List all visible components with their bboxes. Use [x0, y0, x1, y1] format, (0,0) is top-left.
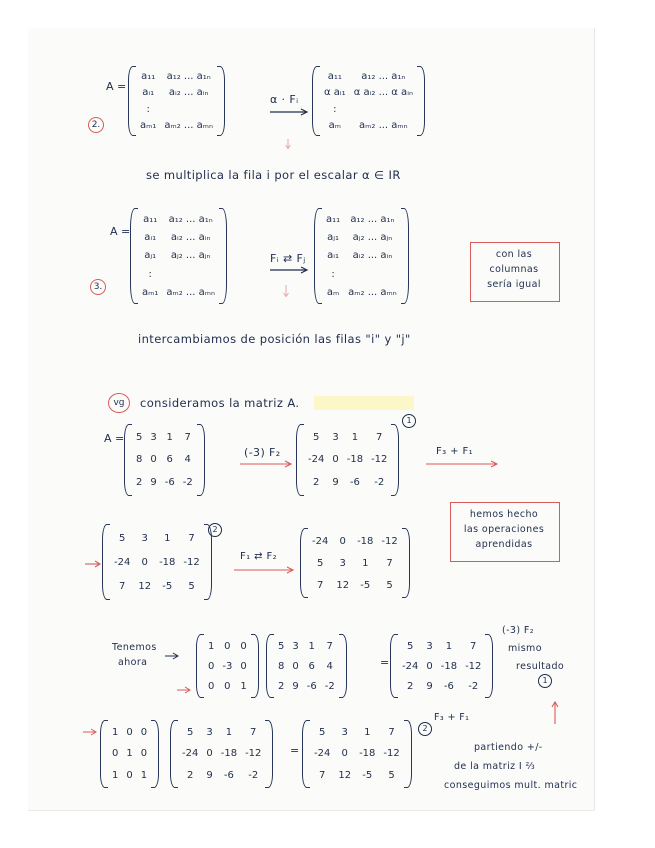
matrix-cell: 0 — [292, 660, 299, 672]
matrix-cell: 5 — [118, 532, 126, 544]
matrix-cell: 0 — [208, 680, 215, 692]
example-op-2: F₃ + F₁ — [436, 446, 474, 457]
matrix-cell: 1 — [112, 727, 119, 739]
matrix-cell: -2 — [374, 477, 385, 489]
matrix-cell: 9 — [292, 680, 299, 692]
matrix-cell: -18 — [346, 454, 364, 466]
matrix-cell: -2 — [182, 477, 193, 489]
matrix-cell: 9 — [150, 477, 157, 489]
t1-arrow-red — [176, 686, 192, 694]
matrix-cell: 1 — [140, 769, 148, 781]
matrix-cell: 0 — [224, 680, 231, 692]
matrix-cell: 0 — [240, 640, 247, 652]
matrix-cell: 7 — [318, 769, 326, 781]
matrix-left-bracket — [102, 524, 110, 600]
matrix-right-bracket — [339, 634, 347, 698]
t1-side-line-2: mismo — [508, 643, 542, 654]
matrix-cell: -18 — [359, 748, 376, 760]
matrix-cell: a₁₂ ... a₁ₙ — [361, 70, 406, 82]
t2-matrix-a — [170, 720, 273, 788]
matrix-cell: 9 — [206, 769, 213, 781]
matrix-cell: 5 — [316, 557, 324, 569]
matrix-cell: 8 — [278, 660, 285, 672]
matrix-cell: 3 — [141, 532, 148, 544]
matrix-cell: aⱼ₂ ... aⱼₙ — [170, 250, 211, 262]
t2-side-line-1: partiendo +/- — [474, 742, 543, 753]
matrix-cell: 5 — [386, 579, 393, 591]
example-matrix-r3 — [300, 528, 410, 598]
matrix-left-bracket — [196, 634, 204, 698]
example-mark-1-circle — [402, 414, 416, 428]
section-3-matrix-b — [314, 208, 409, 304]
matrix-cell: aᵢ₁ — [142, 87, 155, 99]
example-arrow-2 — [424, 460, 500, 468]
matrix-right-bracket — [402, 528, 410, 598]
matrix-cell: -12 — [465, 660, 482, 672]
section-3-matrix-a — [130, 208, 227, 304]
matrix-cell: -24 — [312, 535, 329, 547]
matrix-grid — [304, 424, 391, 496]
example-intro: consideramos la matriz A. — [140, 396, 300, 410]
matrix-cell: -24 — [182, 748, 199, 760]
matrix-left-bracket — [124, 424, 132, 496]
matrix-grid — [308, 528, 402, 598]
section-3-down-arrow — [282, 284, 290, 298]
matrix-cell: 12 — [336, 579, 350, 591]
matrix-cell: 1 — [362, 557, 369, 569]
matrix-cell: aᵢ₂ ... aᵢₙ — [168, 87, 209, 99]
matrix-cell: -6 — [443, 680, 454, 692]
matrix-cell: a₁₂ ... a₁ₙ — [350, 213, 395, 225]
matrix-cell: aᵢ₂ ... aᵢₙ — [352, 250, 393, 262]
matrix-cell: 12 — [338, 769, 352, 781]
matrix-cell: -24 — [308, 454, 325, 466]
matrix-grid — [398, 634, 485, 698]
matrix-cell: -5 — [362, 769, 373, 781]
matrix-cell: 5 — [188, 580, 195, 592]
matrix-cell: 12 — [138, 580, 152, 592]
matrix-cell: 6 — [166, 454, 173, 466]
section-3-operation: Fᵢ ⇄ Fⱼ — [270, 252, 306, 265]
matrix-cell: a₁₁ — [326, 213, 341, 225]
section-2-matrix-a — [128, 66, 225, 136]
example-note-line-2: las operaciones — [463, 524, 545, 535]
matrix-cell: -12 — [183, 556, 200, 568]
matrix-cell: a₁₁ — [141, 70, 156, 82]
matrix-cell: 7 — [376, 431, 383, 443]
matrix-cell: aᵢ₁ — [327, 250, 340, 262]
matrix-cell: 3 — [339, 557, 346, 569]
matrix-cell: 1 — [445, 640, 453, 652]
t1-equals: = — [380, 656, 390, 669]
t2-op: F₃ + F₁ — [434, 712, 470, 723]
matrix-left-bracket — [170, 720, 178, 788]
matrix-cell: -6 — [164, 477, 175, 489]
matrix-cell: aₘ₂ ... aₘₙ — [166, 287, 215, 299]
matrix-right-bracket — [217, 66, 225, 136]
matrix-cell: 1 — [364, 727, 371, 739]
matrix-cell: aᵢ₁ — [144, 232, 157, 244]
matrix-cell: 5 — [406, 640, 414, 652]
matrix-cell: aⱼ₁ — [144, 250, 157, 262]
example-mark-2-circle — [208, 523, 222, 537]
matrix-cell: 3 — [206, 727, 213, 739]
matrix-cell: 4 — [326, 660, 333, 672]
t1-label-line-2: ahora — [118, 657, 148, 668]
matrix-cell: 0 — [206, 748, 213, 760]
matrix-cell: 5 — [136, 431, 143, 443]
matrix-cell: -12 — [245, 748, 262, 760]
matrix-cell: -3 — [222, 660, 233, 672]
matrix-cell: 1 — [351, 431, 359, 443]
matrix-cell: -18 — [159, 556, 176, 568]
matrix-cell: -2 — [324, 680, 335, 692]
section-3-note-line-2: columnas — [489, 264, 539, 275]
matrix-right-bracket — [485, 634, 493, 698]
example-op-3: F₁ ⇄ F₂ — [240, 551, 278, 562]
matrix-cell: 0 — [126, 727, 133, 739]
matrix-right-bracket — [151, 720, 159, 788]
matrix-cell: -5 — [360, 579, 371, 591]
matrix-cell: -6 — [306, 680, 317, 692]
matrix-cell: -12 — [381, 535, 398, 547]
matrix-grid — [132, 424, 197, 496]
matrix-cell: : — [333, 103, 337, 115]
matrix-cell: -24 — [114, 556, 131, 568]
matrix-grid — [274, 634, 339, 698]
matrix-cell: -24 — [314, 748, 331, 760]
example-continue-arrow — [84, 560, 102, 568]
matrix-cell: 1 — [240, 680, 247, 692]
matrix-cell: -2 — [248, 769, 259, 781]
matrix-left-bracket — [130, 208, 138, 304]
matrix-cell: 9 — [426, 680, 433, 692]
matrix-cell: 7 — [118, 580, 126, 592]
matrix-cell: 0 — [426, 660, 433, 672]
matrix-cell: aₘ₁ — [140, 120, 157, 132]
matrix-left-bracket — [128, 66, 136, 136]
matrix-cell: aⱼ₂ ... aⱼₙ — [352, 232, 393, 244]
matrix-cell: 0 — [339, 535, 346, 547]
matrix-left-bracket — [314, 208, 322, 304]
matrix-cell: 5 — [312, 431, 320, 443]
example-note-line-1: hemos hecho — [469, 509, 539, 520]
matrix-cell: 5 — [278, 640, 285, 652]
matrix-cell: a₁₂ ... a₁ₙ — [166, 70, 211, 82]
matrix-cell: 3 — [332, 431, 339, 443]
t1-matrix-r — [390, 634, 493, 698]
section-3-matrix-label: A = — [110, 225, 131, 238]
matrix-cell: 2 — [406, 680, 414, 692]
t1-mark-circle — [538, 674, 552, 688]
matrix-cell: 0 — [112, 748, 119, 760]
t1-side-line-1: (-3) F₂ — [502, 625, 534, 636]
matrix-cell: aₘ — [326, 287, 340, 299]
matrix-cell: 0 — [126, 769, 133, 781]
matrix-cell: 5 — [186, 727, 194, 739]
section-3-note — [470, 247, 558, 292]
matrix-cell: a₁₂ ... a₁ₙ — [168, 213, 213, 225]
example-matrix-r1 — [296, 424, 399, 496]
section-3-circle — [90, 279, 106, 295]
matrix-left-bracket — [266, 634, 274, 698]
example-arrow-1 — [238, 460, 294, 468]
matrix-cell: 2 — [186, 769, 194, 781]
matrix-left-bracket — [300, 528, 308, 598]
matrix-cell: aₘ₂ ... aₘₙ — [359, 120, 408, 132]
matrix-cell: -2 — [468, 680, 479, 692]
matrix-right-bracket — [251, 634, 259, 698]
matrix-cell: -6 — [223, 769, 234, 781]
example-note — [450, 507, 558, 552]
example-mark-2: 2 — [212, 525, 218, 534]
t1-matrix-e — [196, 634, 259, 698]
matrix-right-bracket — [404, 720, 412, 788]
matrix-cell: 0 — [332, 454, 339, 466]
example-matrix-r2 — [102, 524, 212, 600]
t2-equals: = — [290, 744, 300, 757]
matrix-cell: 2 — [312, 477, 320, 489]
matrix-cell: 6 — [308, 660, 315, 672]
t1-up-arrow — [550, 700, 560, 726]
matrix-grid — [204, 634, 251, 698]
matrix-cell: -12 — [383, 748, 400, 760]
matrix-cell: 0 — [140, 727, 148, 739]
section-3-note-line-1: con las — [495, 249, 533, 260]
matrix-cell: 7 — [386, 557, 393, 569]
example-highlight — [314, 396, 414, 410]
section-2-matrix-label: A = — [106, 80, 127, 93]
matrix-cell: -18 — [220, 748, 238, 760]
matrix-cell: 1 — [225, 727, 233, 739]
matrix-cell: 2 — [278, 680, 285, 692]
matrix-right-bracket — [401, 208, 409, 304]
section-2-caption: se multiplica la fila i por el escalar α ∈ IR — [146, 168, 401, 182]
matrix-left-bracket — [390, 634, 398, 698]
matrix-cell: 0 — [341, 748, 348, 760]
matrix-cell: aⱼ₁ — [327, 232, 340, 244]
section-3-arrow — [268, 266, 310, 274]
matrix-cell: -12 — [371, 454, 388, 466]
t1-label — [112, 640, 157, 670]
matrix-cell: -18 — [357, 535, 374, 547]
matrix-cell: 1 — [164, 532, 171, 544]
section-3-number: 3. — [93, 282, 103, 292]
matrix-right-bracket — [219, 208, 227, 304]
matrix-cell: 1 — [308, 640, 315, 652]
matrix-cell: a₁₁ — [143, 213, 158, 225]
section-3-note-line-3: sería igual — [487, 279, 541, 290]
matrix-cell: 0 — [224, 640, 231, 652]
matrix-cell: 5 — [388, 769, 395, 781]
example-matrix-a — [124, 424, 205, 496]
matrix-cell: 2 — [136, 477, 143, 489]
matrix-cell: : — [331, 268, 335, 280]
t1-side-note — [502, 622, 564, 676]
matrix-grid — [138, 208, 219, 304]
matrix-cell: 7 — [316, 579, 324, 591]
example-mark-1: 1 — [406, 416, 412, 425]
matrix-cell: α aᵢ₂ ... α aᵢₙ — [353, 87, 413, 99]
matrix-cell: aₘ₂ ... aₘₙ — [164, 120, 213, 132]
matrix-cell: 7 — [250, 727, 257, 739]
matrix-grid — [178, 720, 265, 788]
matrix-cell: 3 — [292, 640, 299, 652]
matrix-cell: 1 — [166, 431, 173, 443]
matrix-cell: 4 — [184, 454, 191, 466]
example-tag: vg — [113, 398, 125, 408]
section-2-down-arrow — [284, 138, 292, 150]
matrix-grid — [310, 720, 404, 788]
matrix-right-bracket — [265, 720, 273, 788]
matrix-cell: 0 — [150, 454, 157, 466]
t1-label-line-1: Tenemos — [112, 642, 157, 653]
matrix-left-bracket — [302, 720, 310, 788]
matrix-grid — [110, 524, 204, 600]
matrix-cell: 1 — [208, 640, 215, 652]
t2-matrix-r — [302, 720, 412, 788]
section-2-circle — [88, 117, 104, 133]
example-matrix-label: A = — [104, 432, 125, 445]
matrix-cell: aᵢ₂ ... aᵢₙ — [170, 232, 211, 244]
matrix-left-bracket — [312, 66, 320, 136]
t2-side-note — [444, 738, 594, 795]
matrix-cell: 0 — [240, 660, 247, 672]
matrix-cell: aₘ₂ ... aₘₙ — [348, 287, 397, 299]
matrix-cell: 1 — [112, 769, 119, 781]
matrix-cell: -24 — [402, 660, 419, 672]
matrix-cell: 0 — [208, 660, 215, 672]
t1-side-line-3: resultado — [516, 661, 565, 672]
matrix-cell: 3 — [341, 727, 348, 739]
matrix-cell: 8 — [136, 454, 143, 466]
t2-side-line-2: de la matriz I ⅔ — [454, 761, 536, 772]
matrix-right-bracket — [417, 66, 425, 136]
matrix-cell: 7 — [388, 727, 395, 739]
section-2-operation: α · Fᵢ — [270, 93, 299, 106]
matrix-cell: 0 — [141, 556, 148, 568]
matrix-cell: : — [148, 268, 152, 280]
matrix-cell: α aᵢ₁ — [324, 87, 346, 99]
matrix-grid — [320, 66, 417, 136]
example-arrow-3 — [232, 566, 296, 574]
matrix-grid — [322, 208, 401, 304]
matrix-right-bracket — [197, 424, 205, 496]
section-2-number: 2. — [91, 120, 101, 130]
matrix-cell: -6 — [349, 477, 360, 489]
matrix-cell: -18 — [440, 660, 458, 672]
matrix-cell: 1 — [126, 748, 133, 760]
matrix-grid — [108, 720, 151, 788]
matrix-cell: 9 — [332, 477, 339, 489]
matrix-cell: 7 — [188, 532, 195, 544]
matrix-cell: 3 — [150, 431, 157, 443]
matrix-left-bracket — [100, 720, 108, 788]
t1-arrow-right — [164, 652, 180, 660]
matrix-cell: a₁₁ — [327, 70, 342, 82]
t2-matrix-e — [100, 720, 159, 788]
section-2-matrix-b — [312, 66, 425, 136]
t2-side-line-3: conseguimos mult. matric — [444, 780, 578, 791]
example-op-1: (-3) F₂ — [244, 446, 281, 459]
t2-mark-circle — [418, 722, 432, 736]
matrix-grid — [136, 66, 217, 136]
example-note-line-3: aprendidas — [475, 539, 533, 550]
matrix-cell: : — [146, 103, 150, 115]
t2-mark: 2 — [422, 724, 428, 733]
matrix-cell: 7 — [184, 431, 191, 443]
matrix-cell: 0 — [140, 748, 148, 760]
section-3-caption: intercambiamos de posición las filas "i" y "j" — [138, 332, 411, 346]
matrix-right-bracket — [391, 424, 399, 496]
matrix-cell: -5 — [162, 580, 173, 592]
matrix-cell: 5 — [318, 727, 326, 739]
t1-matrix-a — [266, 634, 347, 698]
t2-arrow-red — [82, 728, 98, 736]
matrix-cell: aₘ — [328, 120, 342, 132]
matrix-left-bracket — [296, 424, 304, 496]
t1-mark: 1 — [542, 676, 548, 685]
section-2-arrow — [268, 108, 310, 116]
example-tag-circle — [108, 393, 130, 413]
matrix-cell: 7 — [470, 640, 477, 652]
matrix-cell: 7 — [326, 640, 333, 652]
matrix-cell: aₘ₁ — [142, 287, 159, 299]
matrix-cell: 3 — [426, 640, 433, 652]
